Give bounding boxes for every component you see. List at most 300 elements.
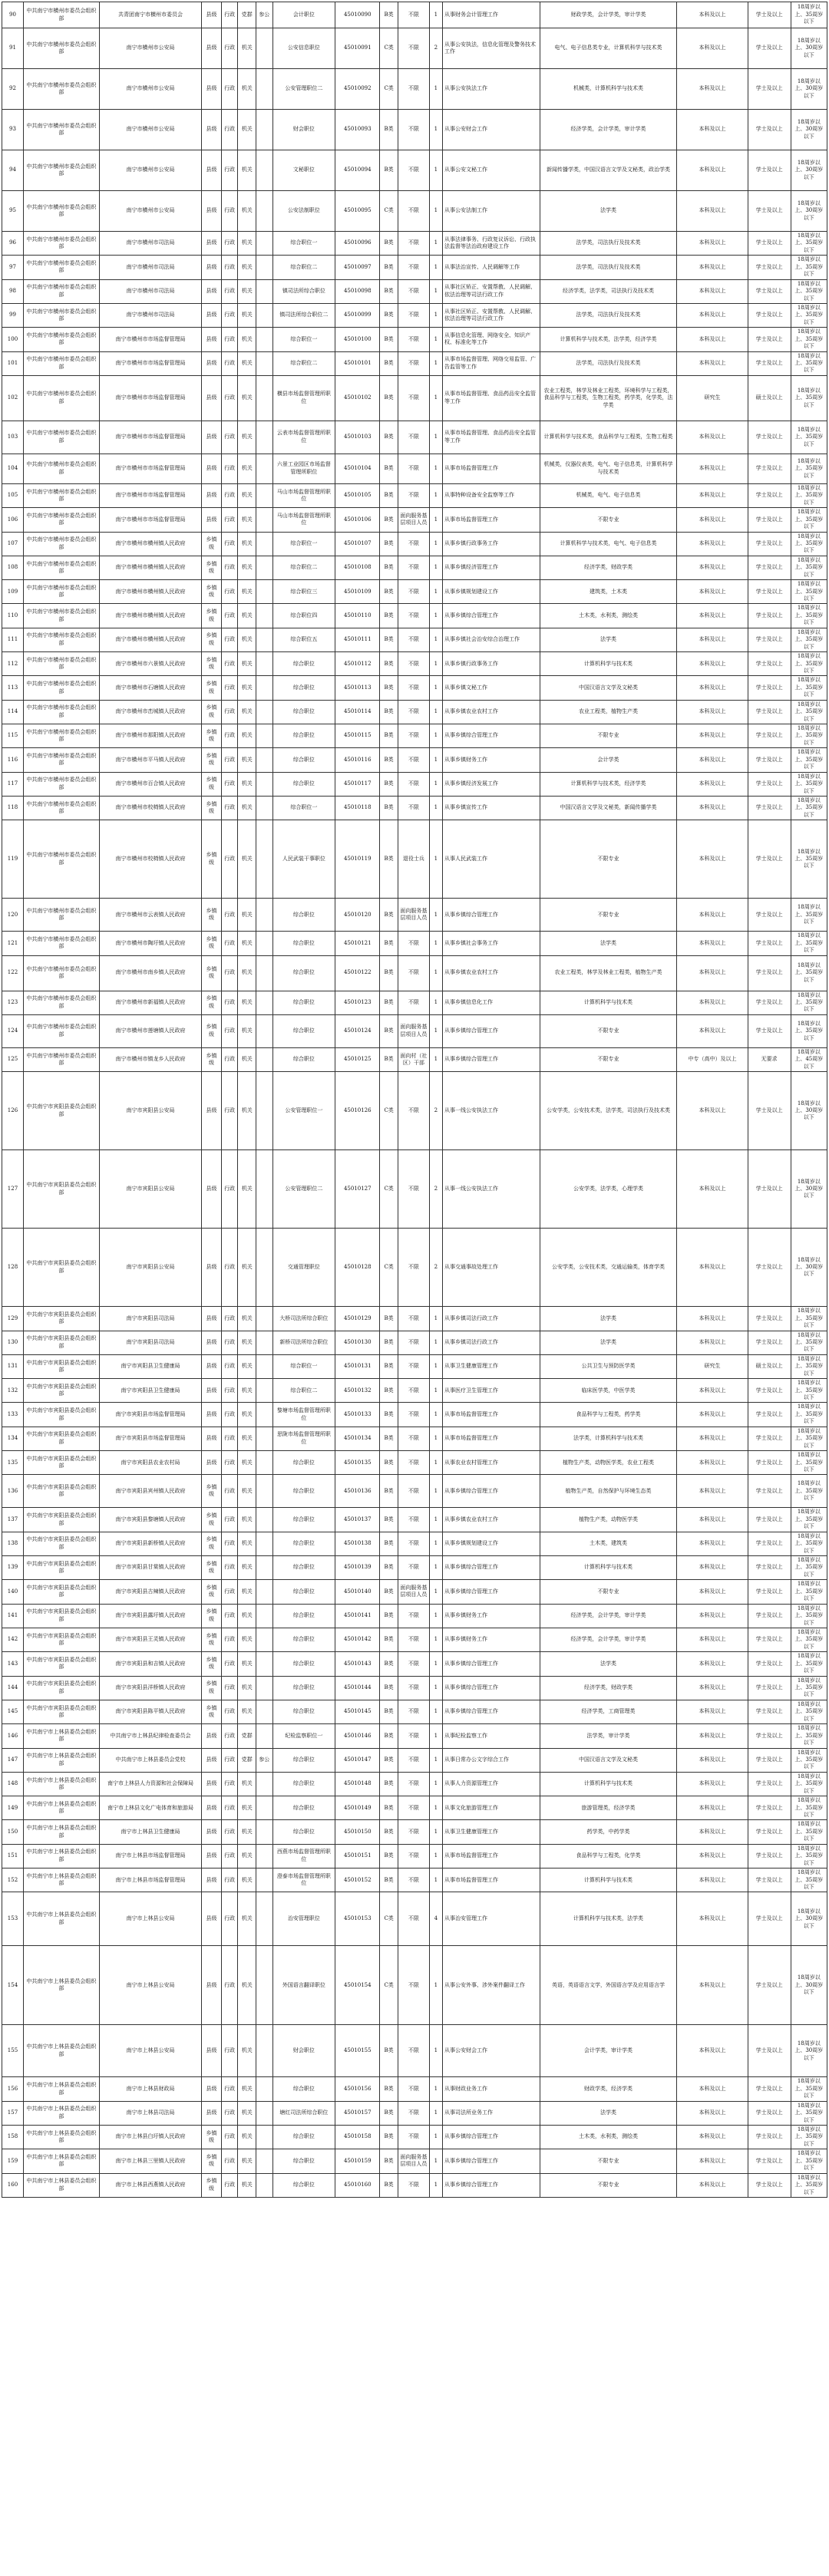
cell-nature: 行政 [221, 1379, 238, 1403]
cell-target: 面向服务基层项目人员 [398, 899, 429, 932]
cell-age: 18周岁以上、35周岁以下 [791, 1014, 827, 1047]
cell-major: 不限专业 [540, 1047, 676, 1071]
cell-mgmt [256, 676, 273, 700]
cell-dept: 中共南宁市横州市委员会组织部 [23, 955, 99, 991]
cell-degree: 学士及以上 [748, 1676, 791, 1700]
cell-level: 乡镇级 [202, 556, 222, 579]
cell-degree: 学士及以上 [748, 328, 791, 351]
cell-code: 45010108 [335, 556, 380, 579]
cell-age: 18周岁以上、35周岁以下 [791, 351, 827, 375]
cell-type: 机关 [238, 1307, 256, 1331]
cell-age: 18周岁以上、35周岁以下 [791, 232, 827, 256]
table-row [2, 351, 827, 375]
cell-target: 不限 [398, 256, 429, 279]
cell-age: 18周岁以上、35周岁以下 [791, 1427, 827, 1450]
cell-dept: 中共南宁市横州市委员会组织部 [23, 1047, 99, 1071]
cell-unit: 南宁市宾阳县陈平镇人民政府 [99, 1700, 201, 1723]
cell-position: 综合职位 [272, 955, 335, 991]
table-row [2, 932, 827, 955]
cell-edu: 本科及以上 [677, 580, 748, 604]
cell-exam: B类 [380, 1014, 398, 1047]
cell-major: 中国汉语言文学及文秘类，新闻传播学类 [540, 796, 676, 820]
cell-type: 机关 [238, 724, 256, 748]
cell-target: 不限 [398, 1676, 429, 1700]
cell-mgmt [256, 991, 273, 1014]
cell-exam: B类 [380, 1869, 398, 1892]
cell-type: 机关 [238, 652, 256, 676]
cell-level: 县级 [202, 279, 222, 303]
cell-count: 1 [429, 1844, 442, 1868]
cell-count: 1 [429, 1532, 442, 1555]
cell-seq: 127 [2, 1150, 24, 1229]
table-row [2, 1307, 827, 1331]
cell-dept: 中共南宁市宾阳县委员会组织部 [23, 1427, 99, 1450]
cell-target: 不限 [398, 1628, 429, 1651]
cell-seq: 101 [2, 351, 24, 375]
cell-type: 机关 [238, 351, 256, 375]
cell-edu: 本科及以上 [677, 1072, 748, 1150]
table-row [2, 1772, 827, 1796]
table-row [2, 2, 827, 28]
cell-dept: 中共南宁市横州市委员会组织部 [23, 796, 99, 820]
cell-major: 土木类，水利类，测绘类 [540, 604, 676, 628]
cell-age: 18周岁以上、30周岁以下 [791, 110, 827, 150]
cell-code: 45010095 [335, 191, 380, 232]
cell-degree: 学士及以上 [748, 628, 791, 651]
cell-mgmt: 参公 [256, 2, 273, 28]
cell-degree: 学士及以上 [748, 351, 791, 375]
table-row [2, 991, 827, 1014]
cell-dept: 中共南宁市横州市委员会组织部 [23, 2, 99, 28]
cell-nature: 行政 [221, 2149, 238, 2173]
cell-nature: 行政 [221, 580, 238, 604]
cell-seq: 99 [2, 303, 24, 327]
cell-degree: 学士及以上 [748, 1796, 791, 1820]
cell-code: 45010137 [335, 1508, 380, 1532]
cell-level: 乡镇级 [202, 724, 222, 748]
cell-count: 1 [429, 1820, 442, 1844]
cell-degree: 学士及以上 [748, 724, 791, 748]
cell-count: 1 [429, 700, 442, 724]
cell-duty: 从事乡镇综合管理工作 [442, 2126, 540, 2149]
cell-unit: 南宁市横州市陶圩镇人民政府 [99, 932, 201, 955]
cell-exam: B类 [380, 1556, 398, 1580]
cell-degree: 学士及以上 [748, 1724, 791, 1748]
cell-code: 45010149 [335, 1796, 380, 1820]
cell-major: 不限专业 [540, 1580, 676, 1604]
cell-mgmt [256, 1047, 273, 1071]
cell-age: 18周岁以上、30周岁以下 [791, 1229, 827, 1307]
cell-dept: 中共南宁市横州市委员会组织部 [23, 279, 99, 303]
cell-position: 综合职位 [272, 1508, 335, 1532]
table-body [2, 2, 827, 2198]
cell-seq: 107 [2, 532, 24, 556]
cell-degree: 学士及以上 [748, 1307, 791, 1331]
cell-age: 18周岁以上、35周岁以下 [791, 1700, 827, 1723]
cell-unit: 南宁市上林县公安局 [99, 2025, 201, 2077]
cell-position: 综合职位 [272, 1451, 335, 1475]
cell-type: 机关 [238, 28, 256, 69]
cell-position: 公安信息职位 [272, 28, 335, 69]
cell-major: 法学类 [540, 2101, 676, 2125]
cell-level: 县级 [202, 110, 222, 150]
cell-major: 土木类，建筑类 [540, 1532, 676, 1555]
cell-level: 县级 [202, 28, 222, 69]
cell-target: 面向村（社区）干部 [398, 1047, 429, 1071]
cell-major: 法学类 [540, 628, 676, 651]
cell-code: 45010144 [335, 1676, 380, 1700]
cell-dept: 中共南宁市横州市委员会组织部 [23, 328, 99, 351]
cell-degree: 学士及以上 [748, 1946, 791, 2025]
cell-major: 不限专业 [540, 820, 676, 899]
cell-exam: B类 [380, 279, 398, 303]
cell-target: 不限 [398, 652, 429, 676]
cell-target: 不限 [398, 303, 429, 327]
cell-seq: 152 [2, 1869, 24, 1892]
cell-nature: 行政 [221, 69, 238, 110]
cell-degree: 硕士及以上 [748, 1354, 791, 1378]
cell-duty: 从事乡镇规划建设工作 [442, 580, 540, 604]
cell-exam: B类 [380, 580, 398, 604]
cell-degree: 学士及以上 [748, 1844, 791, 1868]
cell-position: 横县市场监督管理所职位 [272, 375, 335, 421]
cell-seq: 132 [2, 1379, 24, 1403]
cell-dept: 中共南宁市宾阳县委员会组织部 [23, 1700, 99, 1723]
cell-count: 1 [429, 1748, 442, 1772]
cell-count: 1 [429, 2149, 442, 2173]
cell-code: 45010123 [335, 991, 380, 1014]
cell-unit: 南宁市上林县西燕镇人民政府 [99, 2173, 201, 2197]
cell-code: 45010127 [335, 1150, 380, 1229]
cell-count: 1 [429, 191, 442, 232]
cell-position: 综合职位五 [272, 628, 335, 651]
cell-type: 机关 [238, 454, 256, 483]
cell-exam: B类 [380, 232, 398, 256]
cell-level: 县级 [202, 1820, 222, 1844]
cell-edu: 本科及以上 [677, 1229, 748, 1307]
cell-position: 综合职位 [272, 1604, 335, 1628]
cell-major: 农业工程类，林学及林业工程类，植物生产类 [540, 955, 676, 991]
cell-position: 综合职位 [272, 1628, 335, 1651]
cell-mgmt [256, 1403, 273, 1427]
cell-age: 18周岁以上、35周岁以下 [791, 2126, 827, 2149]
cell-seq: 124 [2, 1014, 24, 1047]
cell-level: 县级 [202, 1403, 222, 1427]
cell-exam: B类 [380, 2101, 398, 2125]
cell-dept: 中共南宁市上林县委员会组织部 [23, 2149, 99, 2173]
cell-edu: 本科及以上 [677, 604, 748, 628]
cell-count: 1 [429, 1475, 442, 1508]
cell-exam: B类 [380, 375, 398, 421]
cell-major: 植物生产类，自然保护与环境生态类 [540, 1475, 676, 1508]
cell-seq: 128 [2, 1229, 24, 1307]
cell-target: 不限 [398, 2025, 429, 2077]
cell-major: 计算机科学与技术类，经济学类 [540, 772, 676, 796]
cell-exam: B类 [380, 1628, 398, 1651]
cell-target: 不限 [398, 28, 429, 69]
cell-age: 18周岁以上、35周岁以下 [791, 796, 827, 820]
cell-nature: 行政 [221, 2101, 238, 2125]
cell-nature: 行政 [221, 1403, 238, 1427]
cell-mgmt [256, 1844, 273, 1868]
cell-count: 1 [429, 1014, 442, 1047]
cell-dept: 中共南宁市横州市委员会组织部 [23, 580, 99, 604]
cell-count: 1 [429, 1451, 442, 1475]
table-row [2, 2077, 827, 2101]
cell-code: 45010093 [335, 110, 380, 150]
cell-type: 机关 [238, 232, 256, 256]
cell-duty: 从事公安外事、涉外案件翻译工作 [442, 1946, 540, 2025]
cell-count: 1 [429, 1427, 442, 1450]
cell-target: 不限 [398, 700, 429, 724]
cell-duty: 从事市场监督管理工作 [442, 1427, 540, 1450]
cell-seq: 104 [2, 454, 24, 483]
cell-seq: 145 [2, 1700, 24, 1723]
cell-exam: B类 [380, 1700, 398, 1723]
cell-target: 不限 [398, 1451, 429, 1475]
cell-code: 45010096 [335, 232, 380, 256]
cell-age: 18周岁以上、35周岁以下 [791, 1869, 827, 1892]
cell-target: 不限 [398, 796, 429, 820]
cell-mgmt [256, 232, 273, 256]
cell-exam: B类 [380, 1796, 398, 1820]
cell-dept: 中共南宁市横州市委员会组织部 [23, 150, 99, 191]
cell-edu: 本科及以上 [677, 454, 748, 483]
cell-major: 法学类，司法执行及技术类 [540, 232, 676, 256]
cell-edu: 本科及以上 [677, 796, 748, 820]
cell-target: 不限 [398, 1604, 429, 1628]
cell-count: 1 [429, 604, 442, 628]
cell-type: 机关 [238, 580, 256, 604]
cell-exam: B类 [380, 700, 398, 724]
cell-unit: 南宁市横州市公安局 [99, 69, 201, 110]
cell-count: 1 [429, 2, 442, 28]
cell-edu: 本科及以上 [677, 351, 748, 375]
cell-nature: 行政 [221, 351, 238, 375]
cell-level: 县级 [202, 1072, 222, 1150]
cell-age: 18周岁以上、30周岁以下 [791, 28, 827, 69]
cell-age: 18周岁以上、30周岁以下 [791, 69, 827, 110]
cell-position: 公安管理职位二 [272, 69, 335, 110]
cell-position: 塘红司法所综合职位 [272, 2101, 335, 2125]
cell-major: 植物生产类，动物医学类，农业工程类 [540, 1451, 676, 1475]
cell-duty: 从事公安财会工作 [442, 110, 540, 150]
cell-major: 公共卫生与预防医学类 [540, 1354, 676, 1378]
cell-exam: B类 [380, 508, 398, 532]
cell-target: 不限 [398, 991, 429, 1014]
cell-duty: 从事公安法制工作 [442, 191, 540, 232]
cell-mgmt [256, 628, 273, 651]
cell-nature: 行政 [221, 532, 238, 556]
table-row [2, 256, 827, 279]
cell-code: 45010122 [335, 955, 380, 991]
cell-level: 县级 [202, 191, 222, 232]
table-row [2, 1403, 827, 1427]
cell-nature: 行政 [221, 1604, 238, 1628]
cell-code: 45010098 [335, 279, 380, 303]
cell-nature: 行政 [221, 604, 238, 628]
table-row [2, 820, 827, 899]
cell-dept: 中共南宁市横州市委员会组织部 [23, 232, 99, 256]
cell-target: 不限 [398, 150, 429, 191]
cell-unit: 南宁市横州市市场监督管理局 [99, 454, 201, 483]
cell-type: 机关 [238, 191, 256, 232]
cell-level: 乡镇级 [202, 899, 222, 932]
cell-mgmt [256, 1556, 273, 1580]
cell-position: 综合职位 [272, 1820, 335, 1844]
cell-major: 植物生产类，动物医学类 [540, 1508, 676, 1532]
cell-exam: C类 [380, 1150, 398, 1229]
cell-nature: 行政 [221, 932, 238, 955]
cell-position: 财会职位 [272, 2025, 335, 2077]
cell-position: 综合职位 [272, 2173, 335, 2197]
cell-degree: 学士及以上 [748, 2077, 791, 2101]
cell-exam: B类 [380, 483, 398, 507]
cell-major: 公安学类，公安技术类，法学类，司法执行及技术类 [540, 1072, 676, 1150]
cell-age: 18周岁以上、35周岁以下 [791, 676, 827, 700]
cell-degree: 学士及以上 [748, 2025, 791, 2077]
cell-seq: 129 [2, 1307, 24, 1331]
cell-exam: B类 [380, 796, 398, 820]
cell-nature: 行政 [221, 1072, 238, 1150]
cell-code: 45010145 [335, 1700, 380, 1723]
cell-nature: 行政 [221, 375, 238, 421]
cell-count: 1 [429, 676, 442, 700]
cell-mgmt [256, 483, 273, 507]
cell-degree: 学士及以上 [748, 580, 791, 604]
cell-seq: 97 [2, 256, 24, 279]
cell-duty: 从事市场监督管理、网络交易监管、广告监管等工作 [442, 351, 540, 375]
cell-seq: 118 [2, 796, 24, 820]
cell-degree: 学士及以上 [748, 28, 791, 69]
cell-dept: 中共南宁市宾阳县委员会组织部 [23, 1379, 99, 1403]
cell-position: 综合职位 [272, 1014, 335, 1047]
cell-level: 县级 [202, 69, 222, 110]
cell-seq: 153 [2, 1892, 24, 1946]
cell-major: 食品科学与工程类，化学类 [540, 1844, 676, 1868]
cell-level: 县级 [202, 1354, 222, 1378]
cell-level: 县级 [202, 303, 222, 327]
cell-seq: 98 [2, 279, 24, 303]
table-row [2, 1628, 827, 1651]
cell-age: 18周岁以上、35周岁以下 [791, 328, 827, 351]
cell-count: 1 [429, 150, 442, 191]
cell-type: 机关 [238, 1628, 256, 1651]
cell-edu: 本科及以上 [677, 483, 748, 507]
cell-edu: 本科及以上 [677, 69, 748, 110]
cell-nature: 行政 [221, 628, 238, 651]
cell-type: 机关 [238, 676, 256, 700]
cell-edu: 本科及以上 [677, 1796, 748, 1820]
cell-count: 1 [429, 2173, 442, 2197]
table-row [2, 1724, 827, 1748]
cell-dept: 中共南宁市横州市委员会组织部 [23, 604, 99, 628]
cell-code: 45010099 [335, 303, 380, 327]
cell-duty: 从事乡镇财务工作 [442, 1628, 540, 1651]
cell-unit: 南宁市横州市公安局 [99, 110, 201, 150]
cell-dept: 中共南宁市上林县委员会组织部 [23, 2077, 99, 2101]
cell-position: 综合职位 [272, 1676, 335, 1700]
cell-type: 党群 [238, 2, 256, 28]
cell-unit: 南宁市横州市市场监督管理局 [99, 421, 201, 454]
cell-duty: 从事日常办公文字综合工作 [442, 1748, 540, 1772]
cell-level: 县级 [202, 1748, 222, 1772]
cell-code: 45010105 [335, 483, 380, 507]
cell-type: 机关 [238, 1532, 256, 1555]
cell-unit: 南宁市横州市司法局 [99, 256, 201, 279]
cell-major: 会计学类 [540, 748, 676, 772]
cell-position: 镇司法所综合职位二 [272, 303, 335, 327]
cell-code: 45010146 [335, 1724, 380, 1748]
cell-degree: 学士及以上 [748, 1451, 791, 1475]
cell-duty: 从事市场监督管理工作 [442, 508, 540, 532]
cell-target: 不限 [398, 454, 429, 483]
cell-nature: 行政 [221, 748, 238, 772]
cell-target: 不限 [398, 2101, 429, 2125]
cell-unit: 南宁市宾阳县卫生健康局 [99, 1354, 201, 1378]
cell-dept: 中共南宁市横州市委员会组织部 [23, 532, 99, 556]
cell-nature: 行政 [221, 955, 238, 991]
cell-major: 不限专业 [540, 724, 676, 748]
cell-age: 18周岁以上、30周岁以下 [791, 1892, 827, 1946]
cell-edu: 本科及以上 [677, 700, 748, 724]
cell-target: 面向服务基层项目人员 [398, 508, 429, 532]
cell-exam: B类 [380, 604, 398, 628]
cell-dept: 中共南宁市横州市委员会组织部 [23, 303, 99, 327]
cell-position: 综合职位 [272, 772, 335, 796]
cell-target: 不限 [398, 69, 429, 110]
cell-count: 1 [429, 1724, 442, 1748]
cell-exam: C类 [380, 191, 398, 232]
cell-exam: B类 [380, 676, 398, 700]
cell-degree: 学士及以上 [748, 2173, 791, 2197]
cell-edu: 本科及以上 [677, 1724, 748, 1748]
cell-code: 45010130 [335, 1331, 380, 1354]
cell-age: 18周岁以上、35周岁以下 [791, 1604, 827, 1628]
table-row [2, 375, 827, 421]
cell-level: 县级 [202, 1892, 222, 1946]
cell-edu: 本科及以上 [677, 1307, 748, 1331]
cell-mgmt [256, 532, 273, 556]
cell-type: 机关 [238, 328, 256, 351]
cell-count: 1 [429, 1580, 442, 1604]
cell-major: 公安学类，法学类，心理学类 [540, 1150, 676, 1229]
cell-mgmt [256, 1628, 273, 1651]
cell-nature: 行政 [221, 1331, 238, 1354]
table-row [2, 150, 827, 191]
cell-target: 不限 [398, 1844, 429, 1868]
cell-position: 综合职位 [272, 1700, 335, 1723]
cell-major: 机械类，电气、电子信息类 [540, 483, 676, 507]
cell-duty: 从事市场监督管理工作 [442, 1844, 540, 1868]
cell-mgmt [256, 150, 273, 191]
cell-unit: 南宁市上林县市场监督管理局 [99, 1844, 201, 1868]
cell-dept: 中共南宁市横州市委员会组织部 [23, 256, 99, 279]
cell-count: 1 [429, 556, 442, 579]
cell-seq: 142 [2, 1628, 24, 1651]
cell-unit: 南宁市宾阳县市场监督管理局 [99, 1403, 201, 1427]
cell-type: 机关 [238, 2025, 256, 2077]
cell-target: 不限 [398, 1700, 429, 1723]
cell-dept: 中共南宁市宾阳县委员会组织部 [23, 1150, 99, 1229]
cell-degree: 学士及以上 [748, 1772, 791, 1796]
cell-position: 黎塘市场监督管理所职位 [272, 1403, 335, 1427]
cell-dept: 中共南宁市宾阳县委员会组织部 [23, 1475, 99, 1508]
cell-mgmt [256, 1508, 273, 1532]
cell-position: 人民武装干事职位 [272, 820, 335, 899]
cell-type: 机关 [238, 1869, 256, 1892]
cell-exam: B类 [380, 955, 398, 991]
